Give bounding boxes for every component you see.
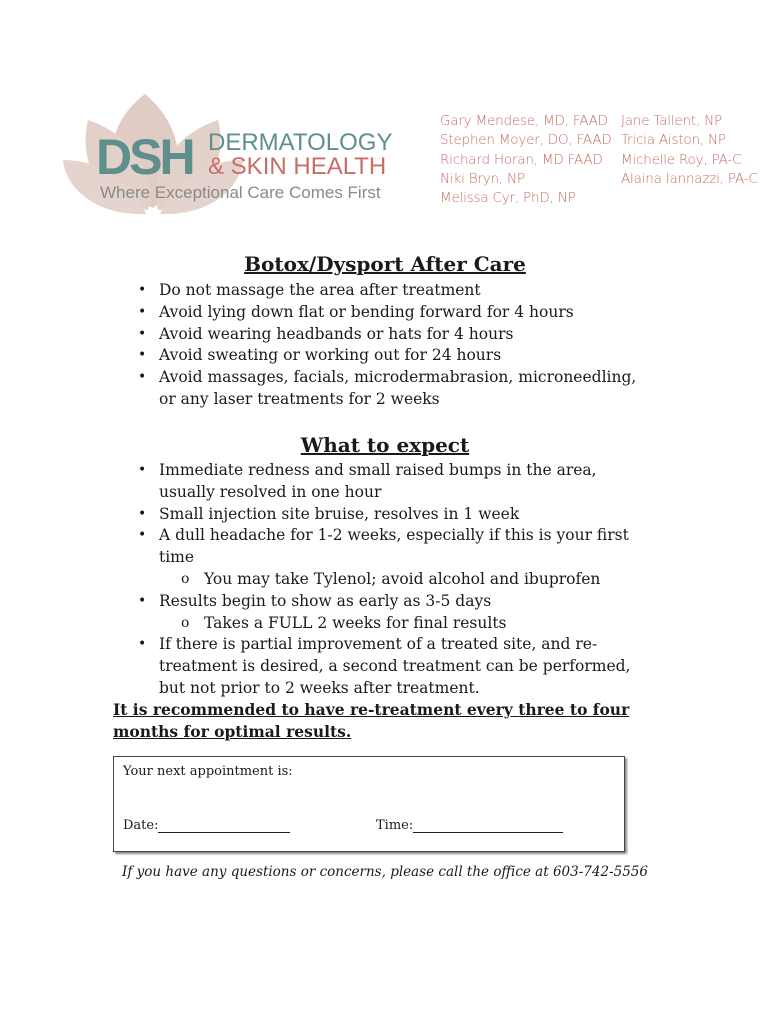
- list-item: • Results begin to show as early as 3-5 days: [133, 591, 653, 613]
- logo-name-line2: & SKIN HEALTH: [208, 153, 387, 180]
- sub-list-item: o Takes a FULL 2 weeks for final results: [133, 613, 653, 635]
- list-item: • Avoid lying down flat or bending forward for 4 hours: [133, 302, 643, 324]
- staff-name: Stephen Moyer, DO, FAAD: [440, 132, 612, 149]
- list-item: • Avoid wearing headbands or hats for 4 hours: [133, 324, 643, 346]
- appointment-label: Your next appointment is:: [123, 764, 293, 779]
- time-input-line[interactable]: [413, 818, 563, 833]
- expect-title: What to expect: [300, 433, 470, 457]
- logo-name-line1: DERMATOLOGY: [208, 129, 393, 156]
- aftercare-list: [133, 280, 643, 411]
- contact-footer: If you have any questions or concerns, please call the office at 603-742-5556: [122, 864, 648, 880]
- recommendation-note: It is recommended to have re-treatment every three to four months for optimal results.: [113, 700, 630, 741]
- staff-name: Melissa Cyr, PhD, NP: [440, 190, 576, 207]
- list-item: • Avoid sweating or working out for 24 hours: [133, 345, 643, 367]
- time-label: Time:: [376, 818, 414, 833]
- staff-name: Richard Horan, MD FAAD: [440, 151, 603, 168]
- list-item: • A dull headache for 1-2 weeks, especially if this is your first time: [133, 525, 653, 569]
- expect-list: [133, 460, 653, 700]
- staff-name: Michelle Roy, PA-C: [621, 151, 742, 168]
- staff-name: Jane Tallent, NP: [621, 113, 722, 129]
- logo-initials: DSH: [96, 129, 193, 185]
- aftercare-title: Botox/Dysport After Care: [244, 252, 526, 276]
- staff-list-left: [440, 112, 612, 208]
- list-item: • Immediate redness and small raised bumps in the area, usually resolved in one hour: [133, 460, 653, 504]
- list-item: • Small injection site bruise, resolves in 1 week: [133, 504, 653, 526]
- staff-name: Alaina Iannazzi, PA-C: [621, 170, 758, 187]
- appointment-box: [113, 756, 625, 852]
- date-input-line[interactable]: [158, 818, 290, 833]
- staff-list-right: [621, 112, 758, 189]
- sub-list-item: o You may take Tylenol; avoid alcohol and ibuprofen: [133, 569, 653, 591]
- date-field[interactable]: [123, 818, 290, 833]
- time-field[interactable]: [376, 818, 563, 833]
- list-item: • Avoid massages, facials, microdermabrasion, microneedling, or any laser treatments for 2 weeks: [133, 367, 643, 411]
- date-label: Date:: [123, 818, 159, 833]
- staff-name: Gary Mendese, MD, FAAD: [440, 113, 608, 129]
- list-item: • Do not massage the area after treatment: [133, 280, 643, 302]
- list-item: • If there is partial improvement of a treated site, and re-treatment is desired, a second treatment can be performed, but not prior to 2 weeks after treatment.: [133, 634, 653, 699]
- staff-name: Tricia Aiston, NP: [621, 132, 726, 149]
- staff-name: Niki Bryn, NP: [440, 170, 525, 187]
- dsh-logo: [48, 90, 398, 220]
- logo-tagline: Where Exceptional Care Comes First: [100, 183, 381, 202]
